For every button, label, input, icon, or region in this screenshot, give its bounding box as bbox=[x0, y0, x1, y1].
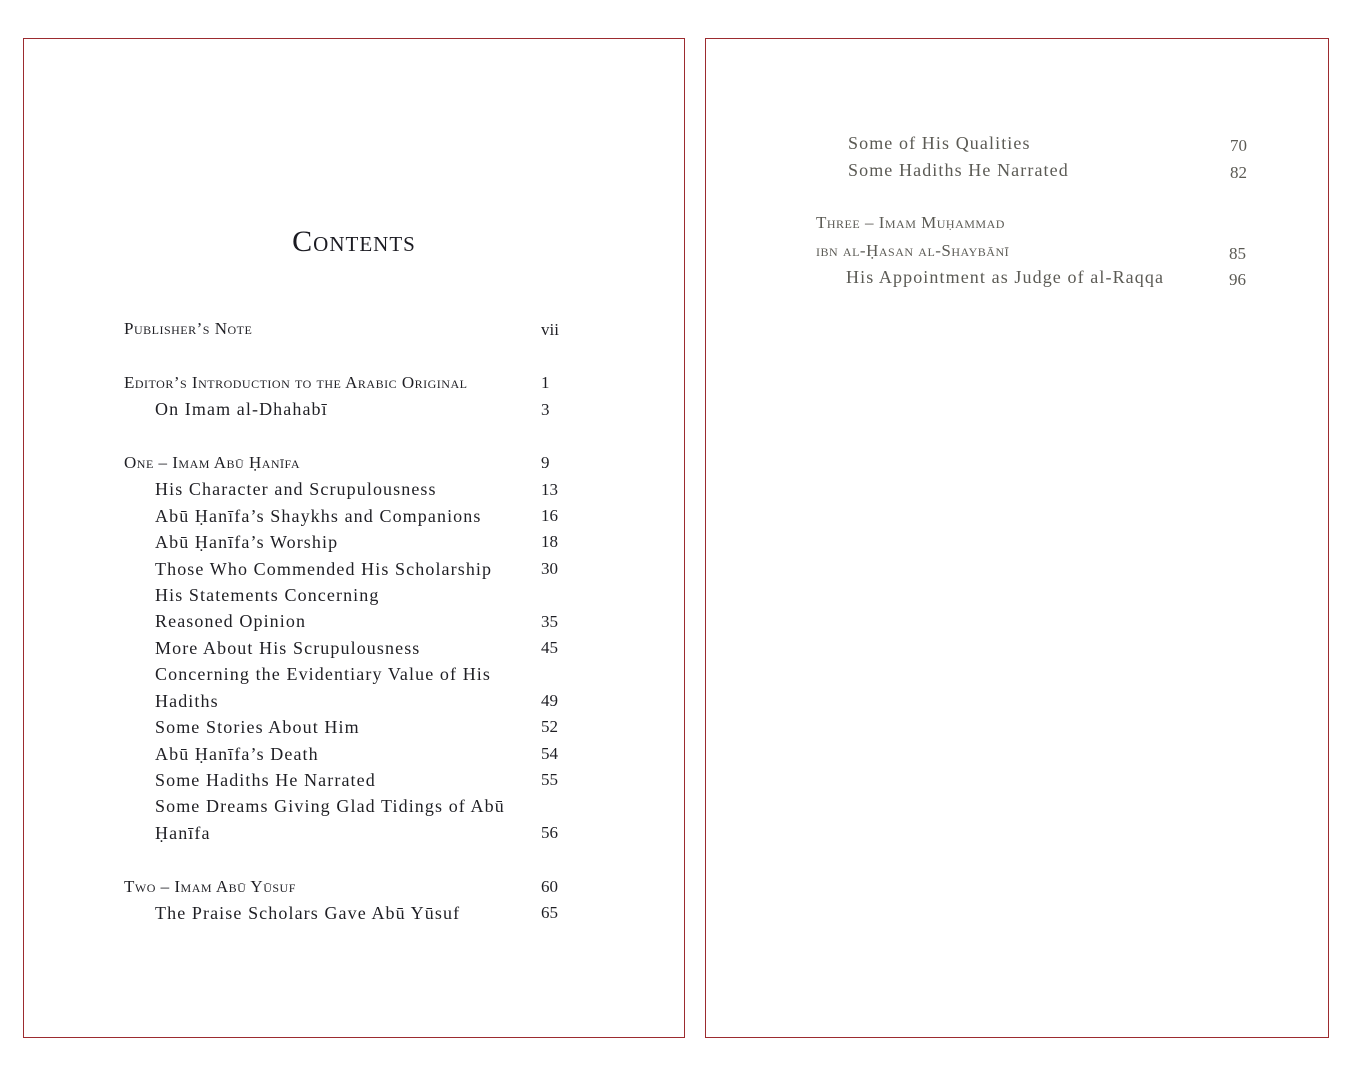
toc-page-number: 55 bbox=[541, 770, 558, 789]
toc-page-number: 49 bbox=[541, 691, 558, 710]
toc-entry-judge[interactable]: His Appointment as Judge of al-Raqqa bbox=[846, 267, 1165, 287]
toc-entry-editors-introduction[interactable]: Editor’s Introduction to the Arabic Original bbox=[124, 373, 468, 392]
toc-entry-statements[interactable]: His Statements Concerning bbox=[155, 585, 380, 605]
contents-title: Contents bbox=[292, 225, 416, 258]
toc-entry-more-scrupulousness[interactable]: More About His Scrupulousness bbox=[155, 638, 421, 658]
toc-page-number: 70 bbox=[1230, 136, 1247, 155]
toc-page-number: 3 bbox=[541, 400, 550, 419]
toc-entry-chapter-two[interactable]: Two – Imam Abū Yūsuf bbox=[124, 877, 296, 896]
toc-entry-worship[interactable]: Abū Ḥanīfa’s Worship bbox=[155, 532, 339, 552]
toc-entry-stories[interactable]: Some Stories About Him bbox=[155, 717, 360, 737]
toc-entry-on-imam-al-dhahabi[interactable]: On Imam al-Dhahabī bbox=[155, 399, 328, 419]
toc-page-number: 1 bbox=[541, 373, 550, 392]
toc-entry-hadiths-narrated-2[interactable]: Some Hadiths He Narrated bbox=[848, 160, 1069, 180]
toc-page-number: vii bbox=[541, 320, 559, 339]
toc-entry-dreams[interactable]: Some Dreams Giving Glad Tidings of Abū bbox=[155, 796, 505, 816]
toc-entry-praise[interactable]: The Praise Scholars Gave Abū Yūsuf bbox=[155, 903, 461, 923]
toc-entry-chapter-three-cont[interactable]: ibn al-Ḥasan al-Shaybānī bbox=[816, 241, 1010, 260]
toc-page-number: 16 bbox=[541, 506, 558, 525]
toc-page-number: 35 bbox=[541, 612, 558, 631]
toc-page-number: 45 bbox=[541, 638, 558, 657]
toc-entry-publishers-note[interactable]: Publisher’s Note bbox=[124, 319, 253, 338]
toc-entry-character[interactable]: His Character and Scrupulousness bbox=[155, 479, 437, 499]
toc-page-number: 85 bbox=[1229, 244, 1246, 263]
toc-entry-hadiths-narrated[interactable]: Some Hadiths He Narrated bbox=[155, 770, 376, 790]
toc-entry-evidentiary[interactable]: Concerning the Evidentiary Value of His bbox=[155, 664, 491, 684]
toc-page-number: 60 bbox=[541, 877, 558, 896]
toc-page-number: 56 bbox=[541, 823, 558, 842]
toc-page-number: 54 bbox=[541, 744, 558, 763]
toc-page-number: 65 bbox=[541, 903, 558, 922]
toc-page-number: 96 bbox=[1229, 270, 1246, 289]
toc-page-number: 9 bbox=[541, 453, 550, 472]
toc-entry-qualities[interactable]: Some of His Qualities bbox=[848, 133, 1031, 153]
toc-entry-evidentiary-cont[interactable]: Hadiths bbox=[155, 691, 219, 711]
toc-entry-chapter-three[interactable]: Three – Imam Muḥammad bbox=[816, 213, 1005, 232]
toc-page-number: 82 bbox=[1230, 163, 1247, 182]
toc-page-number: 13 bbox=[541, 480, 558, 499]
toc-page-number: 30 bbox=[541, 559, 558, 578]
toc-entry-statements-cont[interactable]: Reasoned Opinion bbox=[155, 611, 307, 631]
toc-entry-death[interactable]: Abū Ḥanīfa’s Death bbox=[155, 744, 319, 764]
right-page bbox=[705, 38, 1329, 1038]
toc-entry-commended[interactable]: Those Who Commended His Scholarship bbox=[155, 559, 493, 579]
toc-entry-shaykhs[interactable]: Abū Ḥanīfa’s Shaykhs and Companions bbox=[155, 506, 482, 526]
toc-page-number: 52 bbox=[541, 717, 558, 736]
toc-entry-dreams-cont[interactable]: Ḥanīfa bbox=[155, 823, 211, 843]
toc-page-number: 18 bbox=[541, 532, 558, 551]
toc-entry-chapter-one[interactable]: One – Imam Abū Ḥanīfa bbox=[124, 453, 301, 472]
left-page bbox=[23, 38, 685, 1038]
